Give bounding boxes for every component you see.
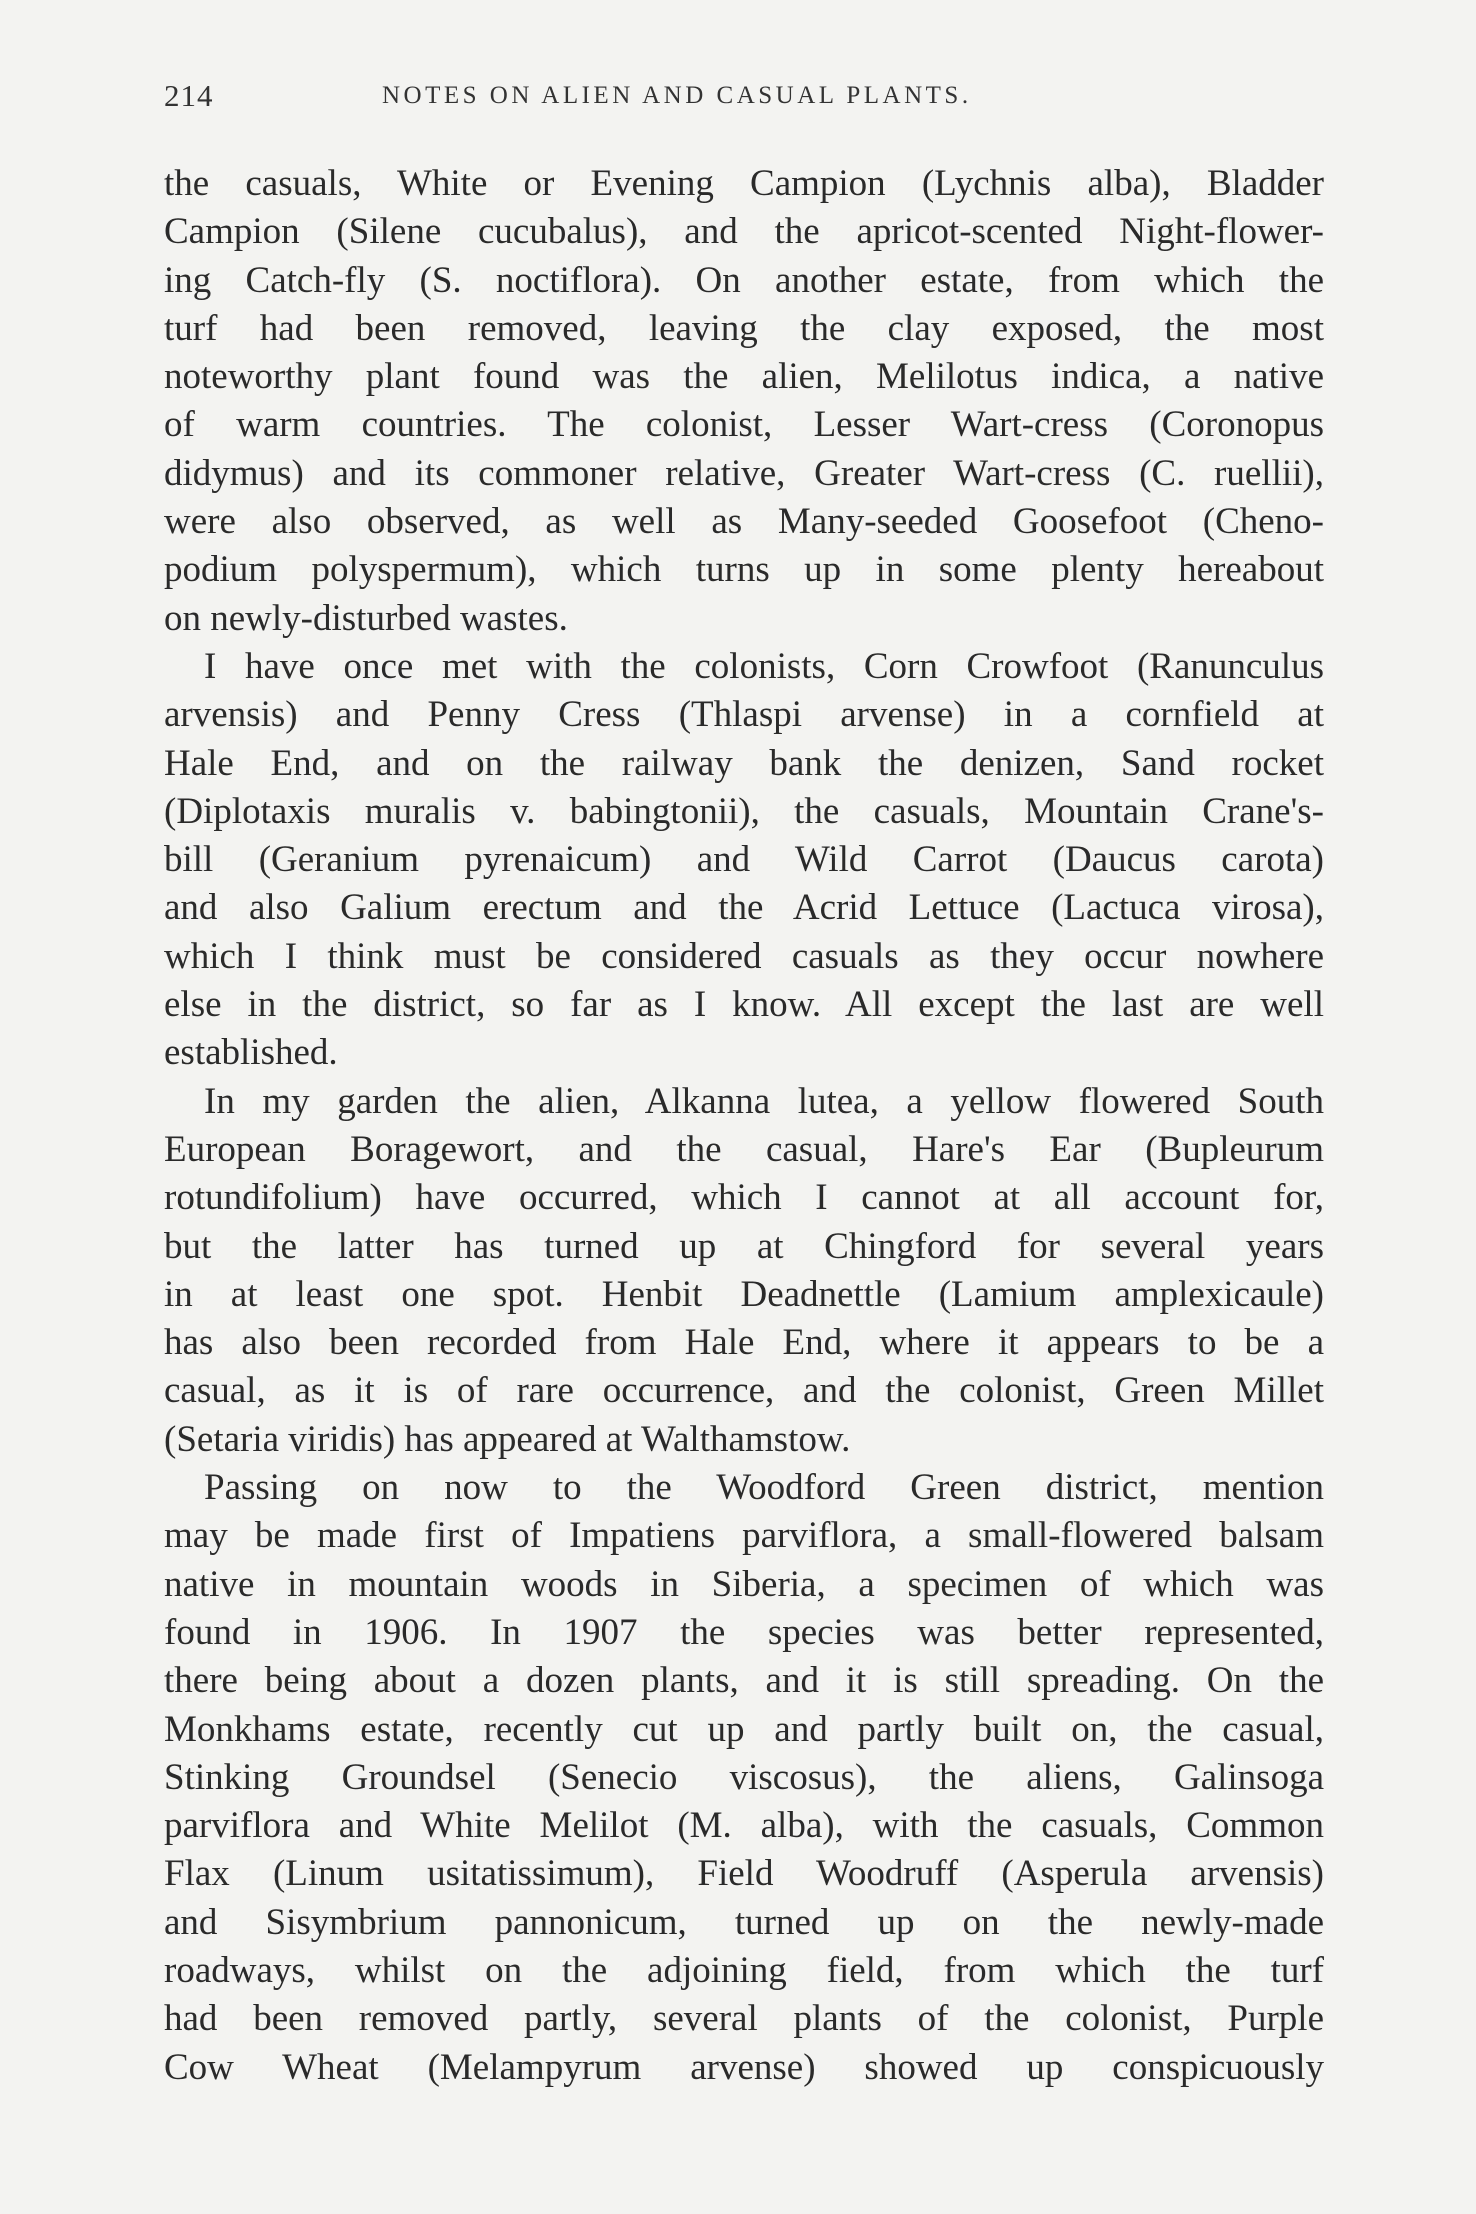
text-line-14: (Diplotaxis muralis v. babingtonii), the casuals, Mountain Crane's- [164, 790, 1324, 832]
text-line-25: has also been recorded from Hale End, where it appears to be a [164, 1322, 1324, 1364]
text-line-5: noteworthy plant found was the alien, Melilotus indica, a native [164, 356, 1324, 398]
text-line-13: Hale End, and on the railway bank the denizen, Sand rocket [164, 742, 1324, 784]
text-line-33: Monkhams estate, recently cut up and partly built on, the casual, [164, 1708, 1324, 1750]
text-line-7: didymus) and its commoner relative, Greater Wart-cress (C. ruellii), [164, 452, 1324, 494]
text-line-36: Flax (Linum usitatissimum), Field Woodruff (Asperula arvensis) [164, 1853, 1324, 1895]
text-line-26: casual, as it is of rare occurrence, and the colonist, Green Millet [164, 1370, 1324, 1412]
page-header [164, 78, 1324, 126]
text-line-3: ing Catch-fly (S. noctiflora). On another estate, from which the [164, 259, 1324, 301]
text-line-31: found in 1906. In 1907 the species was better represented, [164, 1611, 1324, 1653]
text-line-8: were also observed, as well as Many-seeded Goosefoot (Cheno- [164, 501, 1324, 543]
text-line-18: else in the district, so far as I know. All except the last are well [164, 984, 1324, 1026]
page-number: 214 [164, 78, 214, 113]
text-line-22: rotundifolium) have occurred, which I cannot at all account for, [164, 1177, 1324, 1219]
text-line-35: parviflora and White Melilot (M. alba), with the casuals, Common [164, 1805, 1324, 1847]
text-line-1: the casuals, White or Evening Campion (Lychnis alba), Bladder [164, 163, 1324, 204]
text-line-29: may be made first of Impatiens parviflora, a small-flowered balsam [164, 1515, 1324, 1557]
text-line-23: but the latter has turned up at Chingford for several years [164, 1225, 1324, 1267]
text-line-20: In my garden the alien, Alkanna lutea, a yellow flowered South [204, 1080, 1324, 1122]
text-line-32: there being about a dozen plants, and it is still spreading. On the [164, 1660, 1324, 1702]
text-line-39: had been removed partly, several plants of the colonist, Purple [164, 1998, 1324, 2040]
text-line-37: and Sisymbrium pannonicum, turned up on the newly-made [164, 1901, 1324, 1943]
text-line-12: arvensis) and Penny Cress (Thlaspi arvense) in a cornfield at [164, 694, 1324, 736]
text-line-24: in at least one spot. Henbit Deadnettle (Lamium amplexicaule) [164, 1273, 1324, 1315]
text-line-27: (Setaria viridis) has appeared at Walthamstow. [164, 1418, 851, 1460]
text-line-21: European Boragewort, and the casual, Hare's Ear (Bupleurum [164, 1128, 1324, 1170]
running-head: NOTES ON ALIEN AND CASUAL PLANTS. [382, 82, 972, 109]
text-line-40: Cow Wheat (Melampyrum arvense) showed up conspicuously [164, 2046, 1324, 2088]
text-line-4: turf had been removed, leaving the clay exposed, the most [164, 307, 1324, 349]
text-line-10: on newly-disturbed wastes. [164, 597, 568, 639]
text-line-2: Campion (Silene cucubalus), and the apricot-scented Night-flower- [164, 211, 1324, 253]
text-line-15: bill (Geranium pyrenaicum) and Wild Carrot (Daucus carota) [164, 839, 1324, 881]
text-line-38: roadways, whilst on the adjoining field, from which the turf [164, 1949, 1324, 1991]
text-line-17: which I think must be considered casuals as they occur nowhere [164, 935, 1324, 977]
text-line-9: podium polyspermum), which turns up in some plenty hereabout [164, 549, 1324, 591]
body-text [164, 160, 1324, 2092]
text-line-19: established. [164, 1032, 338, 1074]
text-line-30: native in mountain woods in Siberia, a specimen of which was [164, 1563, 1324, 1605]
text-line-11: I have once met with the colonists, Corn Crowfoot (Ranunculus [204, 645, 1324, 687]
text-line-28: Passing on now to the Woodford Green district, mention [204, 1467, 1324, 1509]
text-line-16: and also Galium erectum and the Acrid Lettuce (Lactuca virosa), [164, 887, 1324, 929]
text-line-6: of warm countries. The colonist, Lesser Wart-cress (Coronopus [164, 404, 1324, 446]
text-line-34: Stinking Groundsel (Senecio viscosus), the aliens, Galinsoga [164, 1756, 1324, 1798]
